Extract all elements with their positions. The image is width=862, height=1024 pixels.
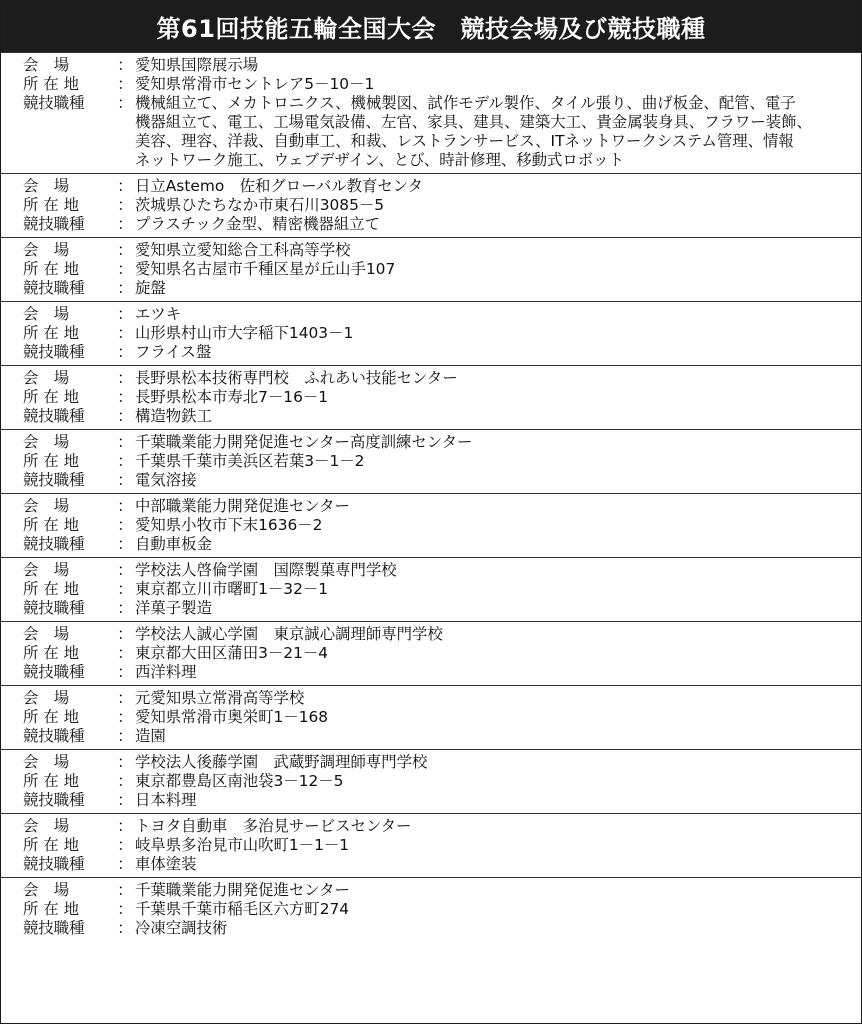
field-label: 会 場 [23, 56, 70, 74]
trades-value [135, 215, 861, 234]
field-label: 競技職種 [23, 535, 85, 553]
venue-row [1, 753, 861, 772]
field-label: 競技職種 [23, 407, 85, 425]
field-label: 会 場 [23, 369, 70, 387]
label-colon: ： [117, 94, 133, 112]
venue-block [1, 685, 861, 749]
venue-block [1, 621, 861, 685]
trades-value [135, 791, 861, 810]
field-label: 会 場 [23, 497, 70, 515]
label-colon: ： [117, 561, 133, 579]
label-colon: ： [117, 343, 133, 361]
address-row [1, 644, 861, 663]
trades-value [135, 919, 861, 938]
venue-row [1, 56, 861, 75]
label-colon: ： [117, 663, 133, 681]
trades-row [1, 407, 861, 426]
trades-line: 機器組立て、電工、工場電気設備、左官、家具、建具、建築大工、貴金属装身具、フラワー装飾、 [135, 113, 812, 131]
venue-value: 長野県松本技術専門校 ふれあい技能センター [135, 369, 458, 387]
trades-value [135, 94, 861, 170]
venue-block [1, 365, 861, 429]
venue-value: 日立Astemo 佐和グローバル教育センタ [135, 177, 423, 195]
trades-line: 自動車板金 [135, 535, 212, 553]
label-colon: ： [117, 260, 133, 278]
label-colon: ： [117, 881, 133, 899]
venue-row [1, 817, 861, 836]
trades-line: 構造物鉄工 [135, 407, 212, 425]
venue-value: 千葉職業能力開発促進センター高度訓練センター [135, 433, 473, 451]
address-value: 愛知県名古屋市千種区星が丘山手107 [135, 260, 396, 278]
trades-line: プラスチック金型、精密機器組立て [135, 215, 381, 233]
label-colon: ： [117, 689, 133, 707]
field-label: 会 場 [23, 881, 70, 899]
field-label: 所 在 地 [23, 580, 79, 598]
address-value: 岐阜県多治見市山吹町1－1－1 [135, 836, 350, 854]
field-label: 所 在 地 [23, 324, 79, 342]
label-colon: ： [117, 791, 133, 809]
address-value: 東京都立川市曙町1－32－1 [135, 580, 329, 598]
trades-row [1, 791, 861, 810]
venue-row [1, 625, 861, 644]
trades-value [135, 279, 861, 298]
trades-row [1, 919, 861, 938]
trades-line: 西洋料理 [135, 663, 197, 681]
address-row [1, 580, 861, 599]
label-colon: ： [117, 56, 133, 74]
label-colon: ： [117, 241, 133, 259]
address-value: 長野県松本市寿北7－16－1 [135, 388, 329, 406]
address-value: 東京都大田区蒲田3－21－4 [135, 644, 329, 662]
field-label: 会 場 [23, 305, 70, 323]
label-colon: ： [117, 433, 133, 451]
address-row [1, 836, 861, 855]
label-colon: ： [117, 708, 133, 726]
trades-line: 美容、理容、洋裁、自動車工、和裁、レストランサービス、ITネットワークシステム管理、情報 [135, 132, 794, 150]
field-label: 競技職種 [23, 855, 85, 873]
field-label: 競技職種 [23, 919, 85, 937]
venue-value: 愛知県国際展示場 [135, 56, 259, 74]
trades-value [135, 663, 861, 682]
field-label: 競技職種 [23, 215, 85, 233]
label-colon: ： [117, 407, 133, 425]
label-colon: ： [117, 497, 133, 515]
trades-line: 造園 [135, 727, 166, 745]
venue-value: 千葉職業能力開発促進センター [135, 881, 350, 899]
venue-block [1, 429, 861, 493]
field-label: 会 場 [23, 753, 70, 771]
venue-value: トヨタ自動車 多治見サービスセンター [135, 817, 412, 835]
label-colon: ： [117, 196, 133, 214]
venue-value: エツキ [135, 305, 182, 323]
field-label: 競技職種 [23, 279, 85, 297]
label-colon: ： [117, 324, 133, 342]
field-label: 会 場 [23, 433, 70, 451]
address-value: 茨城県ひたちなか市東石川3085－5 [135, 196, 385, 214]
venue-value: 学校法人後藤学園 武蔵野調理師専門学校 [135, 753, 428, 771]
label-colon: ： [117, 75, 133, 93]
label-colon: ： [117, 471, 133, 489]
label-colon: ： [117, 753, 133, 771]
address-row [1, 260, 861, 279]
field-label: 所 在 地 [23, 900, 79, 918]
field-label: 競技職種 [23, 663, 85, 681]
field-label: 会 場 [23, 817, 70, 835]
trades-row [1, 215, 861, 234]
venue-block [1, 877, 861, 941]
field-label: 所 在 地 [23, 836, 79, 854]
label-colon: ： [117, 644, 133, 662]
label-colon: ： [117, 817, 133, 835]
field-label: 会 場 [23, 689, 70, 707]
trades-value [135, 599, 861, 618]
field-label: 会 場 [23, 561, 70, 579]
field-label: 競技職種 [23, 343, 85, 361]
address-row [1, 452, 861, 471]
venue-block [1, 301, 861, 365]
label-colon: ： [117, 580, 133, 598]
trades-value [135, 727, 861, 746]
trades-value [135, 535, 861, 554]
address-value: 愛知県常滑市奥栄町1－168 [135, 708, 329, 726]
trades-row [1, 855, 861, 874]
venue-row [1, 369, 861, 388]
trades-line: ネットワーク施工、ウェブデザイン、とび、時計修理、移動式ロボット [135, 151, 624, 169]
label-colon: ： [117, 452, 133, 470]
venue-block [1, 52, 861, 173]
label-colon: ： [117, 215, 133, 233]
page-title: 第61回技能五輪全国大会 競技会場及び競技職種 [1, 1, 861, 52]
trades-row [1, 599, 861, 618]
venue-block [1, 173, 861, 237]
label-colon: ： [117, 279, 133, 297]
trades-value [135, 407, 861, 426]
address-value: 東京都豊島区南池袋3－12－5 [135, 772, 344, 790]
trades-row [1, 471, 861, 490]
venue-block [1, 557, 861, 621]
label-colon: ： [117, 855, 133, 873]
address-row [1, 196, 861, 215]
trades-line: フライス盤 [135, 343, 212, 361]
trades-row [1, 94, 861, 170]
trades-row [1, 279, 861, 298]
address-row [1, 708, 861, 727]
label-colon: ： [117, 516, 133, 534]
label-colon: ： [117, 177, 133, 195]
label-colon: ： [117, 900, 133, 918]
venue-block [1, 493, 861, 557]
venue-value: 愛知県立愛知総合工科高等学校 [135, 241, 351, 259]
venue-value: 元愛知県立常滑高等学校 [135, 689, 305, 707]
address-row [1, 388, 861, 407]
trades-line: 冷凍空調技術 [135, 919, 228, 937]
address-value: 千葉県千葉市稲毛区六方町274 [135, 900, 350, 918]
venue-list [1, 52, 861, 941]
address-value: 千葉県千葉市美浜区若葉3－1－2 [135, 452, 365, 470]
address-row [1, 75, 861, 94]
venue-value: 中部職業能力開発促進センター [135, 497, 350, 515]
trades-line: 機械組立て、メカトロニクス、機械製図、試作モデル製作、タイル張り、曲げ板金、配管、電子 [135, 94, 796, 112]
address-value: 山形県村山市大字稲下1403－1 [135, 324, 354, 342]
trades-value [135, 471, 861, 490]
venue-row [1, 881, 861, 900]
venue-row [1, 497, 861, 516]
field-label: 会 場 [23, 177, 70, 195]
field-label: 所 在 地 [23, 260, 79, 278]
trades-row [1, 663, 861, 682]
trades-row [1, 343, 861, 362]
venue-block [1, 813, 861, 877]
address-value: 愛知県小牧市下末1636－2 [135, 516, 323, 534]
address-row [1, 900, 861, 919]
field-label: 競技職種 [23, 791, 85, 809]
label-colon: ： [117, 772, 133, 790]
trades-value [135, 855, 861, 874]
address-value: 愛知県常滑市セントレア5－10－1 [135, 75, 375, 93]
field-label: 競技職種 [23, 94, 85, 112]
label-colon: ： [117, 305, 133, 323]
venue-row [1, 561, 861, 580]
label-colon: ： [117, 727, 133, 745]
field-label: 所 在 地 [23, 452, 79, 470]
label-colon: ： [117, 388, 133, 406]
venue-value: 学校法人誠心学園 東京誠心調理師専門学校 [135, 625, 443, 643]
venue-row [1, 433, 861, 452]
field-label: 競技職種 [23, 471, 85, 489]
address-row [1, 324, 861, 343]
field-label: 所 在 地 [23, 388, 79, 406]
trades-row [1, 535, 861, 554]
label-colon: ： [117, 625, 133, 643]
field-label: 会 場 [23, 625, 70, 643]
field-label: 所 在 地 [23, 772, 79, 790]
venue-row [1, 177, 861, 196]
trades-value [135, 343, 861, 362]
venue-block [1, 749, 861, 813]
venue-row [1, 241, 861, 260]
address-row [1, 772, 861, 791]
field-label: 競技職種 [23, 599, 85, 617]
address-row [1, 516, 861, 535]
trades-line: 電気溶接 [135, 471, 197, 489]
label-colon: ： [117, 919, 133, 937]
trades-row [1, 727, 861, 746]
field-label: 所 在 地 [23, 516, 79, 534]
label-colon: ： [117, 599, 133, 617]
label-colon: ： [117, 836, 133, 854]
venue-row [1, 305, 861, 324]
label-colon: ： [117, 369, 133, 387]
field-label: 所 在 地 [23, 75, 79, 93]
trades-line: 日本料理 [135, 791, 197, 809]
trades-line: 旋盤 [135, 279, 166, 297]
trades-line: 車体塗装 [135, 855, 197, 873]
field-label: 会 場 [23, 241, 70, 259]
label-colon: ： [117, 535, 133, 553]
venue-row [1, 689, 861, 708]
field-label: 所 在 地 [23, 708, 79, 726]
field-label: 所 在 地 [23, 196, 79, 214]
field-label: 競技職種 [23, 727, 85, 745]
venue-value: 学校法人啓倫学園 国際製菓専門学校 [135, 561, 397, 579]
venue-block [1, 237, 861, 301]
field-label: 所 在 地 [23, 644, 79, 662]
trades-line: 洋菓子製造 [135, 599, 212, 617]
